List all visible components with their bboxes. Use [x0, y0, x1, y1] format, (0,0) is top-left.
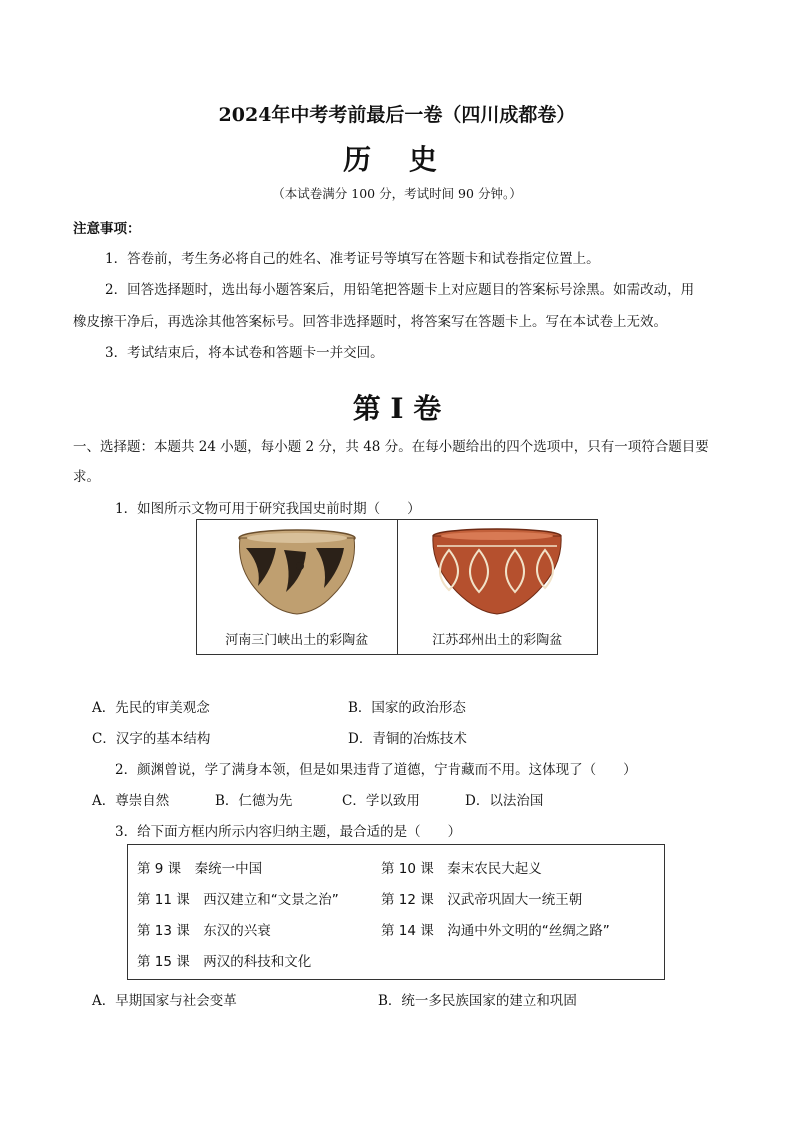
section-intro-line-1: 一、选择题：本题共 24 小题，每小题 2 分，共 48 分。在每小题给出的四个选项中，只有一项符合题目要 [73, 439, 709, 455]
q3-stem: 3．给下面方框内所示内容归纳主题，最合适的是（ ） [115, 824, 462, 840]
lesson-12: 第 12 课 汉武帝巩固大一统王朝 [381, 892, 583, 908]
q1-caption-right: 江苏邳州出土的彩陶盆 [432, 633, 563, 648]
section-title: 第 I 卷 [352, 392, 442, 425]
lesson-14: 第 14 课 沟通中外文明的“丝绸之路” [381, 923, 610, 939]
note-item-1: 1．答卷前，考生务必将自己的姓名、准考证号等填写在答题卡和试卷指定位置上。 [105, 251, 600, 267]
q1-image-cell-left [197, 520, 397, 654]
lesson-11: 第 11 课 西汉建立和“文景之治” [137, 892, 339, 908]
lesson-9: 第 9 课 秦统一中国 [137, 861, 263, 877]
q3-option-a: A．早期国家与社会变革 [92, 993, 237, 1009]
q2-option-d: D．以法治国 [465, 793, 544, 809]
painted-pottery-basin-right [427, 526, 567, 618]
q3-lesson-box [127, 844, 665, 980]
lesson-13: 第 13 课 东汉的兴衰 [137, 923, 271, 939]
q1-option-c: C．汉字的基本结构 [92, 731, 211, 747]
q1-image-table [196, 519, 598, 655]
q2-option-a: A．尊崇自然 [92, 793, 170, 809]
exam-title: 2024年中考考前最后一卷（四川成都卷） [218, 104, 576, 126]
lesson-10: 第 10 课 秦末农民大起义 [381, 861, 542, 877]
lesson-15: 第 15 课 两汉的科技和文化 [137, 954, 312, 970]
note-item-3: 3．考试结束后，将本试卷和答题卡一并交回。 [105, 345, 384, 361]
note-item-2-line-1: 2．回答选择题时，选出每小题答案后，用铅笔把答题卡上对应题目的答案标号涂黑。如需改动，用 [105, 282, 695, 298]
subject-title: 历 史 [343, 143, 451, 176]
q1-option-a: A．先民的审美观念 [92, 700, 210, 716]
section-intro-line-2: 求。 [73, 469, 100, 485]
score-note: （本试卷满分 100 分，考试时间 90 分钟。） [272, 186, 522, 201]
q1-image-cell-right [397, 520, 598, 654]
note-item-2-line-2: 橡皮擦干净后，再选涂其他答案标号。回答非选择题时，将答案写在答题卡上。写在本试卷上无效。 [73, 314, 667, 330]
notes-heading: 注意事项： [73, 221, 141, 237]
q1-option-b: B．国家的政治形态 [348, 700, 466, 716]
q2-stem: 2．颜渊曾说，学了满身本领，但是如果违背了道德，宁肯藏而不用。这体现了（ ） [115, 762, 637, 778]
painted-pottery-basin-left [232, 526, 362, 618]
q1-option-d: D．青铜的冶炼技术 [348, 731, 467, 747]
q2-option-b: B．仁德为先 [215, 793, 293, 809]
q3-option-b: B．统一多民族国家的建立和巩固 [378, 993, 577, 1009]
q1-caption-left: 河南三门峡出土的彩陶盆 [225, 633, 369, 648]
q1-stem: 1．如图所示文物可用于研究我国史前时期（ ） [115, 501, 421, 517]
q2-option-c: C．学以致用 [342, 793, 420, 809]
